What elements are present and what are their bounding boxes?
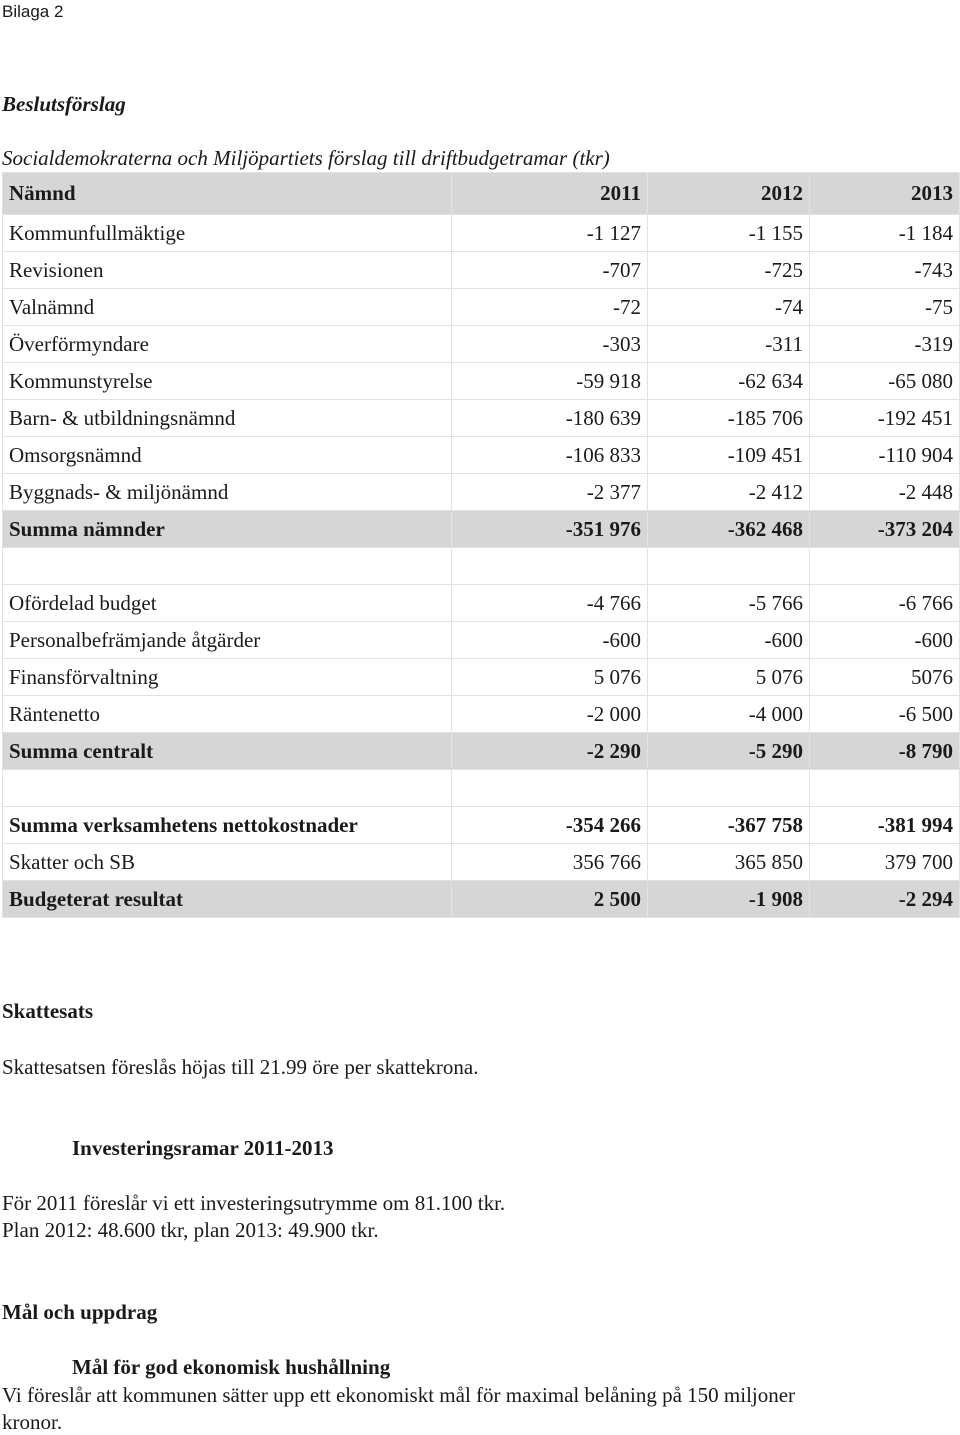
value-cell	[648, 548, 810, 585]
table-row	[3, 585, 960, 622]
row-label: Kommunstyrelse	[3, 363, 452, 400]
row-label: Finansförvaltning	[3, 659, 452, 696]
goals-line-2: kronor.	[2, 1410, 63, 1434]
goals-heading: Mål och uppdrag	[2, 1300, 158, 1324]
investment-line-2: Plan 2012: 48.600 tkr, plan 2013: 49.900 tkr.	[2, 1218, 379, 1242]
value-cell: -110 904	[810, 437, 960, 474]
value-cell: -2 294	[810, 881, 960, 918]
value-cell: -373 204	[810, 511, 960, 548]
table-row	[3, 326, 960, 363]
value-cell: -381 994	[810, 807, 960, 844]
table-row	[3, 215, 960, 252]
row-label: Summa centralt	[3, 733, 452, 770]
goals-line-1: Vi föreslår att kommunen sätter upp ett ekonomiskt mål för maximal belåning på 150 miljoner	[2, 1383, 796, 1407]
value-cell: -319	[810, 326, 960, 363]
row-label: Personalbefrämjande åtgärder	[3, 622, 452, 659]
value-cell	[452, 548, 648, 585]
value-cell: -600	[810, 622, 960, 659]
value-cell: -180 639	[452, 400, 648, 437]
table-row	[3, 696, 960, 733]
row-label: Räntenetto	[3, 696, 452, 733]
row-label: Valnämnd	[3, 289, 452, 326]
value-cell: -72	[452, 289, 648, 326]
value-cell	[648, 770, 810, 807]
spacer-row	[3, 548, 960, 585]
subtotal-row-central	[3, 733, 960, 770]
value-cell: -2 377	[452, 474, 648, 511]
annex-label: Bilaga 2	[2, 2, 64, 21]
value-cell: 5 076	[648, 659, 810, 696]
header-cell: 2013	[810, 173, 960, 215]
value-cell: 5 076	[452, 659, 648, 696]
value-cell: -74	[648, 289, 810, 326]
investment-heading: Investeringsramar 2011-2013	[72, 1136, 334, 1160]
value-cell: -109 451	[648, 437, 810, 474]
value-cell: -2 448	[810, 474, 960, 511]
value-cell: -1 908	[648, 881, 810, 918]
row-label: Summa nämnder	[3, 511, 452, 548]
value-cell	[452, 770, 648, 807]
table-row	[3, 659, 960, 696]
value-cell: -192 451	[810, 400, 960, 437]
total-net-costs-row	[3, 807, 960, 844]
value-cell: -1 184	[810, 215, 960, 252]
row-label: Budgeterat resultat	[3, 881, 452, 918]
subtotal-row-committees	[3, 511, 960, 548]
spacer-row	[3, 770, 960, 807]
value-cell	[810, 548, 960, 585]
value-cell: -600	[452, 622, 648, 659]
value-cell: 356 766	[452, 844, 648, 881]
value-cell: 2 500	[452, 881, 648, 918]
value-cell: -4 000	[648, 696, 810, 733]
value-cell: -6 500	[810, 696, 960, 733]
value-cell: -351 976	[452, 511, 648, 548]
value-cell: -707	[452, 252, 648, 289]
tax-heading: Skattesats	[2, 999, 94, 1023]
value-cell: -8 790	[810, 733, 960, 770]
value-cell: -725	[648, 252, 810, 289]
value-cell: -75	[810, 289, 960, 326]
table-row	[3, 289, 960, 326]
header-cell: 2011	[452, 173, 648, 215]
header-cell: Nämnd	[3, 173, 452, 215]
value-cell: -2 000	[452, 696, 648, 733]
value-cell: -600	[648, 622, 810, 659]
row-label: Ofördelad budget	[3, 585, 452, 622]
table-row	[3, 363, 960, 400]
table-row	[3, 622, 960, 659]
table-row	[3, 844, 960, 881]
value-cell: 379 700	[810, 844, 960, 881]
header-cell: 2012	[648, 173, 810, 215]
value-cell: -185 706	[648, 400, 810, 437]
table-row	[3, 252, 960, 289]
value-cell: -2 290	[452, 733, 648, 770]
proposal-heading: Beslutsförslag	[2, 92, 126, 116]
value-cell: -1 127	[452, 215, 648, 252]
value-cell: -106 833	[452, 437, 648, 474]
investment-line-1: För 2011 föreslår vi ett investeringsutrymme om 81.100 tkr.	[2, 1191, 506, 1215]
value-cell: -6 766	[810, 585, 960, 622]
value-cell: -367 758	[648, 807, 810, 844]
value-cell: -303	[452, 326, 648, 363]
value-cell: -362 468	[648, 511, 810, 548]
value-cell: -5 766	[648, 585, 810, 622]
value-cell	[810, 770, 960, 807]
table-row	[3, 474, 960, 511]
value-cell: 365 850	[648, 844, 810, 881]
row-label: Byggnads- & miljönämnd	[3, 474, 452, 511]
row-label: Kommunfullmäktige	[3, 215, 452, 252]
value-cell: -59 918	[452, 363, 648, 400]
table-row	[3, 437, 960, 474]
row-label: Överförmyndare	[3, 326, 452, 363]
value-cell: -354 266	[452, 807, 648, 844]
budget-table	[2, 172, 960, 918]
row-label: Omsorgsnämnd	[3, 437, 452, 474]
budget-result-row	[3, 881, 960, 918]
row-label: Barn- & utbildningsnämnd	[3, 400, 452, 437]
row-label	[3, 548, 452, 585]
value-cell: -62 634	[648, 363, 810, 400]
table-header-row	[3, 173, 960, 215]
table-row	[3, 400, 960, 437]
value-cell: -1 155	[648, 215, 810, 252]
value-cell: -4 766	[452, 585, 648, 622]
row-label	[3, 770, 452, 807]
table-subtitle: Socialdemokraterna och Miljöpartiets förslag till driftbudgetramar (tkr)	[2, 146, 610, 170]
value-cell: -65 080	[810, 363, 960, 400]
value-cell: -2 412	[648, 474, 810, 511]
goals-subheading: Mål för god ekonomisk hushållning	[72, 1355, 391, 1379]
row-label: Summa verksamhetens nettokostnader	[3, 807, 452, 844]
value-cell: -5 290	[648, 733, 810, 770]
value-cell: -743	[810, 252, 960, 289]
value-cell: -311	[648, 326, 810, 363]
row-label: Revisionen	[3, 252, 452, 289]
row-label: Skatter och SB	[3, 844, 452, 881]
tax-text: Skattesatsen föreslås höjas till 21.99 öre per skattekrona.	[2, 1055, 479, 1079]
value-cell: 5076	[810, 659, 960, 696]
